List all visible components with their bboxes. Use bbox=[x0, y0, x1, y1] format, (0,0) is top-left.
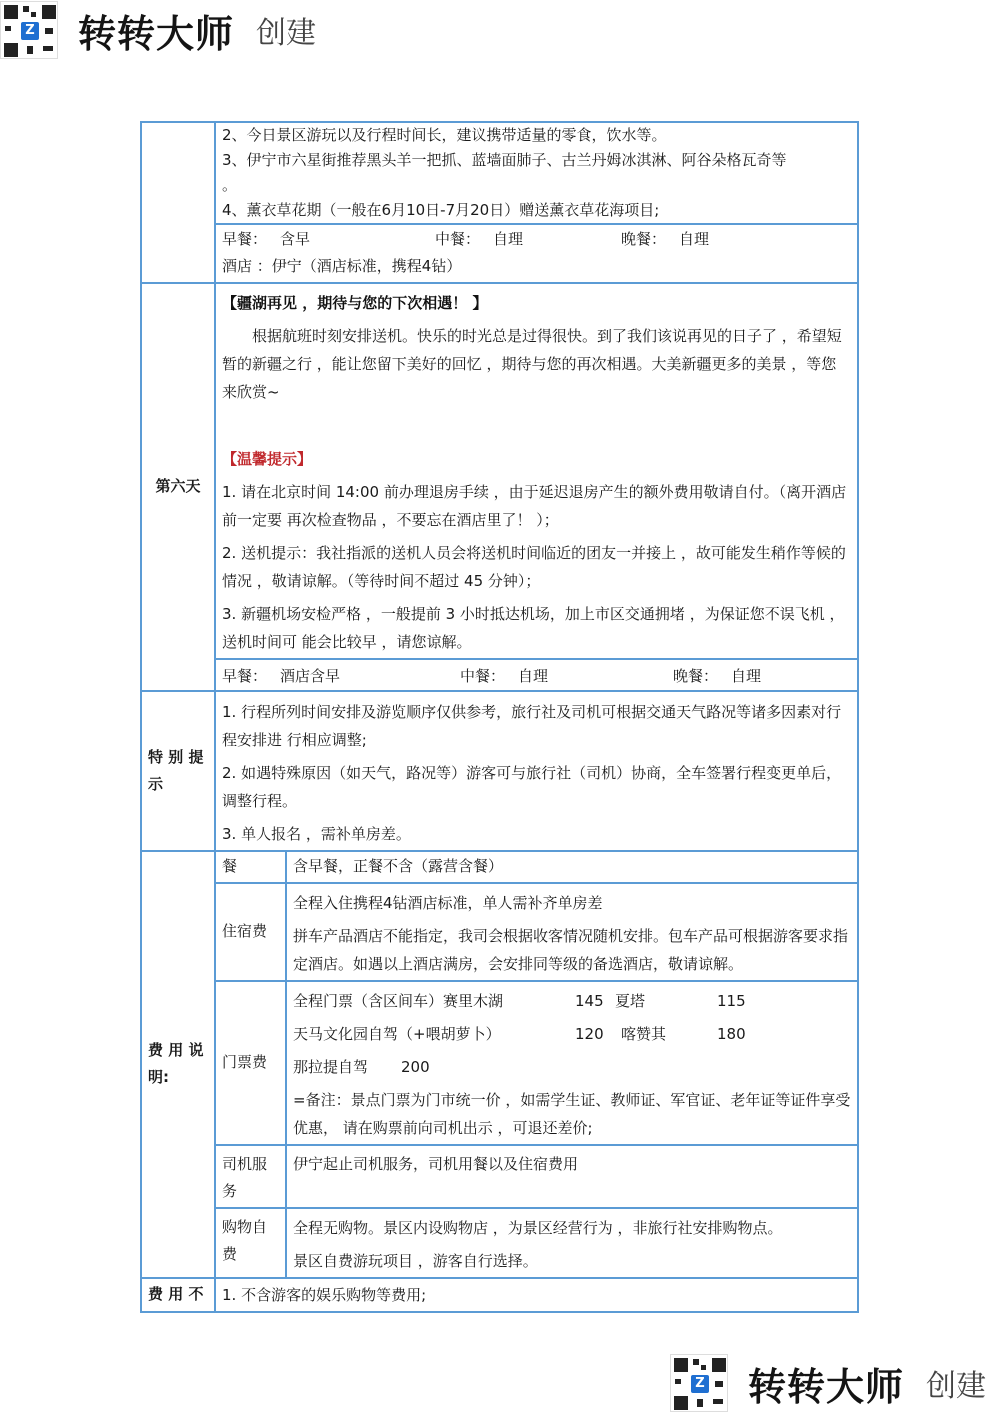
lunch-label: 中餐： bbox=[460, 667, 506, 685]
ticket-site: 那拉提自驾 bbox=[293, 1058, 369, 1076]
breakfast-value: 含早 bbox=[280, 230, 311, 248]
lunch-value: 自理 bbox=[493, 230, 524, 248]
ticket-site: 天马文化园自驾（+喂胡萝卜） bbox=[293, 1025, 501, 1043]
fee-lodging-row bbox=[141, 883, 858, 981]
special-item: 2. 如遇特殊原因（如天气，路况等）游客可与旅行社（司机）协商，全车签署行程变更单后，调整行程。 bbox=[222, 764, 842, 810]
day6-tips-heading: 【温馨提示】 bbox=[222, 450, 313, 468]
day6-tip: 3. 新疆机场安检严格 ，一般提前 3 小时抵达机场，加上市区交通拥堵 ，为保证您不误飞机 ，送机时间可 能会比较早 ，请您谅解。 bbox=[222, 605, 845, 651]
spacer bbox=[222, 406, 851, 440]
brand-sub: 创建 bbox=[256, 16, 317, 51]
ticket-price: 115 bbox=[717, 992, 746, 1010]
ticket-line bbox=[293, 1053, 851, 1081]
day5-tips-row bbox=[141, 122, 858, 224]
day5-meals-cell bbox=[215, 224, 858, 283]
shopping-line: 景区自费游玩项目 ，游客自行选择。 bbox=[293, 1252, 538, 1270]
day6-row bbox=[141, 283, 858, 659]
day5-tip: 4、薰衣草花期（一般在6月10日-7月20日）赠送薰衣草花海项目; bbox=[222, 201, 660, 219]
lunch-label: 中餐： bbox=[435, 230, 481, 248]
day5-tip: 2、今日景区游玩以及行程时间长，建议携带适量的零食，饮水等。 bbox=[222, 126, 667, 144]
excluded-item: 1. 不含游客的娱乐购物等费用; bbox=[215, 1278, 858, 1312]
ticket-price: 200 bbox=[401, 1058, 430, 1076]
day5-tips-cell bbox=[215, 122, 858, 224]
day6-heading: 【疆湖再见 ，期待与您的下次相遇！ 】 bbox=[222, 294, 488, 312]
brand-name: 转转大师 bbox=[78, 11, 235, 56]
brand-footer bbox=[670, 1353, 986, 1413]
hotel-line: 酒店 ：伊宁（酒店标准，携程4钻） bbox=[222, 257, 462, 275]
ticket-price: 120 bbox=[575, 1025, 604, 1043]
brand-sub: 创建 bbox=[926, 1369, 987, 1404]
z-badge-icon: Z bbox=[691, 1375, 709, 1393]
fee-shopping-row bbox=[141, 1208, 858, 1278]
lodging-line: 全程入住携程4钻酒店标准，单人需补齐单房差 bbox=[293, 894, 603, 912]
day6-content-cell bbox=[215, 283, 858, 659]
day6-meals-row bbox=[141, 659, 858, 691]
day5-tip: 。 bbox=[222, 176, 238, 194]
day5-tip: 3、伊宁市六星街推荐黑头羊一把抓、蓝墙面肺子、古兰丹姆冰淇淋、阿谷朵格瓦奇等 bbox=[222, 151, 787, 169]
meal-line bbox=[222, 226, 851, 253]
tickets-note: =备注：景点门票为门市统一价 ，如需学生证、教师证、军官证、老年证等证件享受优惠， 请在购票前向司机出示 ，可退还差价; bbox=[293, 1091, 851, 1137]
fees-label: 费 用 说 明: bbox=[141, 851, 215, 1278]
excluded-label: 费 用 不 bbox=[141, 1278, 215, 1312]
special-content-cell bbox=[215, 691, 858, 851]
fee-shopping-label: 购物自费 bbox=[215, 1208, 286, 1278]
fee-tickets-label: 门票费 bbox=[215, 981, 286, 1145]
fee-driver-value: 伊宁起止司机服务，司机用餐以及住宿费用 bbox=[286, 1145, 858, 1208]
dinner-value: 自理 bbox=[731, 667, 762, 685]
fee-lodging-cell bbox=[286, 883, 858, 981]
meal-line bbox=[222, 663, 851, 690]
fee-tickets-cell bbox=[286, 981, 858, 1145]
brand-header bbox=[0, 0, 316, 60]
day5-label-cell bbox=[141, 122, 215, 283]
ticket-price: 180 bbox=[717, 1025, 746, 1043]
day6-paragraph: 根据航班时刻安排送机。快乐的时光总是过得很快。到了我们该说再见的日子了 ，希望短暂的新疆之行 ，能让您留下美好的回忆 ，期待与您的再次相遇。大美新疆更多的美景 ，等您来欣赏~ bbox=[222, 327, 842, 401]
brand-name: 转转大师 bbox=[748, 1364, 905, 1409]
fee-tickets-row bbox=[141, 981, 858, 1145]
ticket-site: 全程门票（含区间车）赛里木湖 bbox=[293, 992, 504, 1010]
ticket-line bbox=[293, 987, 851, 1015]
day6-tip: 1. 请在北京时间 14:00 前办理退房手续 ，由于延迟退房产生的额外费用敬请自付。（离开酒店前一定要 再次检查物品 ，不要忘在酒店里了！ ）； bbox=[222, 483, 847, 529]
dinner-value: 自理 bbox=[679, 230, 710, 248]
lodging-line: 拼车产品酒店不能指定，我司会根据收客情况随机安排。包车产品可根据游客要求指定酒店。如遇以上酒店满房，会安排同等级的备选酒店，敬请谅解。 bbox=[293, 927, 849, 973]
fee-meal-label: 餐 bbox=[215, 851, 286, 883]
z-badge-icon: Z bbox=[21, 22, 39, 40]
ticket-site: 夏塔 bbox=[615, 992, 646, 1010]
breakfast-label: 早餐： bbox=[222, 230, 268, 248]
breakfast-label: 早餐： bbox=[222, 667, 268, 685]
ticket-site: 喀赞其 bbox=[621, 1025, 667, 1043]
fee-lodging-label: 住宿费 bbox=[215, 883, 286, 981]
fee-driver-row bbox=[141, 1145, 858, 1208]
day6-label: 第六天 bbox=[141, 283, 215, 691]
breakfast-value: 酒店含早 bbox=[280, 667, 341, 685]
special-item: 3. 单人报名 ，需补单房差。 bbox=[222, 825, 411, 843]
excluded-row bbox=[141, 1278, 858, 1312]
itinerary-table bbox=[140, 121, 859, 1313]
ticket-price: 145 bbox=[575, 992, 604, 1010]
dinner-label: 晚餐： bbox=[673, 667, 719, 685]
fee-meal-row bbox=[141, 851, 858, 883]
ticket-line bbox=[293, 1020, 851, 1048]
day6-meals-cell bbox=[215, 659, 858, 691]
day6-tip: 2. 送机提示：我社指派的送机人员会将送机时间临近的团友一并接上 ，故可能发生稍作等候的情况 ，敬请谅解。（等待时间不超过 45 分钟）； bbox=[222, 544, 846, 590]
qr-code-icon bbox=[0, 1, 58, 59]
fee-meal-value: 含早餐，正餐不含（露营含餐） bbox=[286, 851, 858, 883]
dinner-label: 晚餐： bbox=[621, 230, 667, 248]
special-row bbox=[141, 691, 858, 851]
qr-code-icon bbox=[670, 1354, 728, 1412]
special-item: 1. 行程所列时间安排及游览顺序仅供参考，旅行社及司机可根据交通天气路况等诸多因素对行程安排进 行相应调整; bbox=[222, 703, 842, 749]
shopping-line: 全程无购物。景区内设购物店 ，为景区经营行为 ，非旅行社安排购物点。 bbox=[293, 1219, 783, 1237]
lunch-value: 自理 bbox=[518, 667, 549, 685]
day5-meals-row bbox=[141, 224, 858, 283]
fee-shopping-cell bbox=[286, 1208, 858, 1278]
fee-driver-label: 司机服务 bbox=[215, 1145, 286, 1208]
special-label: 特 别 提 示 bbox=[141, 691, 215, 851]
